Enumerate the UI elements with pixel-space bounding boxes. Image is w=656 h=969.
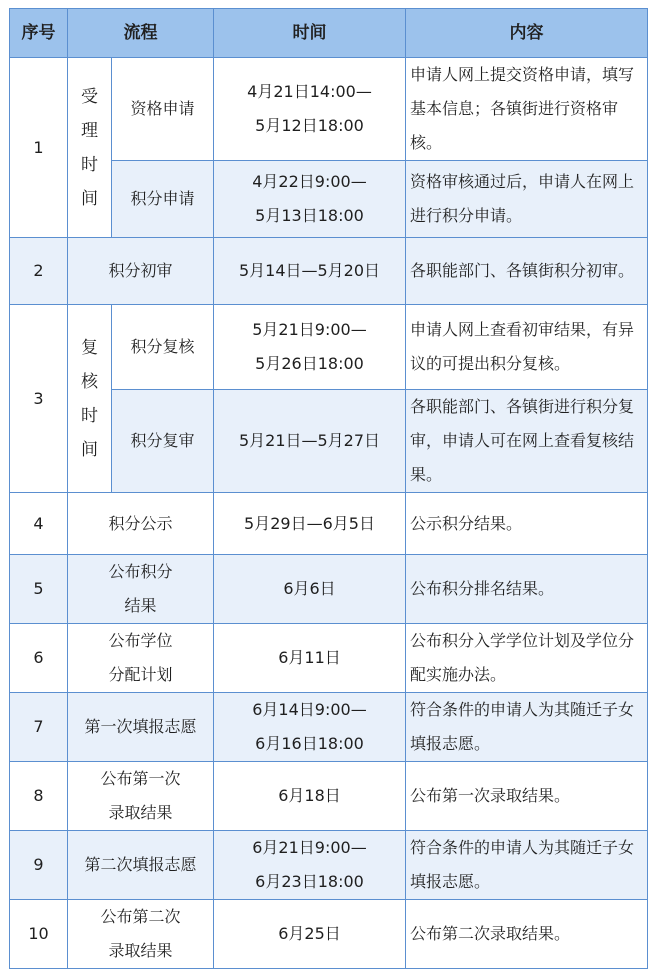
seq-cell: 6 [10, 624, 68, 693]
group-label-review: 复 核 时 间 [68, 305, 112, 493]
table-row [10, 831, 648, 900]
header-content: 内容 [406, 9, 648, 58]
table-row [10, 555, 648, 624]
content-cell: 公布第一次录取结果。 [406, 762, 648, 831]
header-time: 时间 [214, 9, 406, 58]
time-cell: 5月14日—5月20日 [214, 238, 406, 305]
header-row [10, 9, 648, 58]
group-label-accept: 受 理 时 间 [68, 58, 112, 238]
process-cell: 积分复审 [112, 390, 214, 493]
content-cell: 符合条件的申请人为其随迁子女填报志愿。 [406, 693, 648, 762]
process-cell: 积分初审 [68, 238, 214, 305]
content-cell: 符合条件的申请人为其随迁子女填报志愿。 [406, 831, 648, 900]
table-row [10, 238, 648, 305]
seq-cell: 10 [10, 900, 68, 969]
time-cell: 6月18日 [214, 762, 406, 831]
seq-cell: 8 [10, 762, 68, 831]
process-cell: 第一次填报志愿 [68, 693, 214, 762]
content-cell: 资格审核通过后，申请人在网上进行积分申请。 [406, 161, 648, 238]
content-cell: 公示积分结果。 [406, 493, 648, 555]
content-cell: 申请人网上提交资格申请，填写基本信息；各镇街进行资格审核。 [406, 58, 648, 161]
header-process: 流程 [68, 9, 214, 58]
time-cell: 6月6日 [214, 555, 406, 624]
content-cell: 公布积分排名结果。 [406, 555, 648, 624]
header-seq: 序号 [10, 9, 68, 58]
table-row [10, 493, 648, 555]
seq-cell: 9 [10, 831, 68, 900]
time-cell: 4月22日9:00— 5月13日18:00 [214, 161, 406, 238]
seq-cell: 1 [10, 58, 68, 238]
process-cell: 资格申请 [112, 58, 214, 161]
time-cell: 4月21日14:00— 5月12日18:00 [214, 58, 406, 161]
seq-cell: 3 [10, 305, 68, 493]
table-row [10, 58, 648, 161]
seq-cell: 2 [10, 238, 68, 305]
process-cell: 公布积分 结果 [68, 555, 214, 624]
process-cell: 积分公示 [68, 493, 214, 555]
table-row [10, 762, 648, 831]
process-cell: 公布第一次 录取结果 [68, 762, 214, 831]
process-cell: 公布第二次 录取结果 [68, 900, 214, 969]
seq-cell: 4 [10, 493, 68, 555]
seq-cell: 5 [10, 555, 68, 624]
content-cell: 各职能部门、各镇街积分初审。 [406, 238, 648, 305]
table-row [10, 624, 648, 693]
content-cell: 公布积分入学学位计划及学位分配实施办法。 [406, 624, 648, 693]
time-cell: 5月21日—5月27日 [214, 390, 406, 493]
content-cell: 申请人网上查看初审结果，有异议的可提出积分复核。 [406, 305, 648, 390]
time-cell: 6月11日 [214, 624, 406, 693]
admission-schedule-table [9, 8, 648, 969]
seq-cell: 7 [10, 693, 68, 762]
table-row [10, 305, 648, 390]
time-cell: 6月21日9:00— 6月23日18:00 [214, 831, 406, 900]
time-cell: 6月25日 [214, 900, 406, 969]
content-cell: 各职能部门、各镇街进行积分复审，申请人可在网上查看复核结果。 [406, 390, 648, 493]
process-cell: 积分申请 [112, 161, 214, 238]
process-cell: 第二次填报志愿 [68, 831, 214, 900]
content-cell: 公布第二次录取结果。 [406, 900, 648, 969]
process-cell: 公布学位 分配计划 [68, 624, 214, 693]
time-cell: 6月14日9:00— 6月16日18:00 [214, 693, 406, 762]
time-cell: 5月29日—6月5日 [214, 493, 406, 555]
process-cell: 积分复核 [112, 305, 214, 390]
time-cell: 5月21日9:00— 5月26日18:00 [214, 305, 406, 390]
table-row [10, 693, 648, 762]
table-row [10, 900, 648, 969]
